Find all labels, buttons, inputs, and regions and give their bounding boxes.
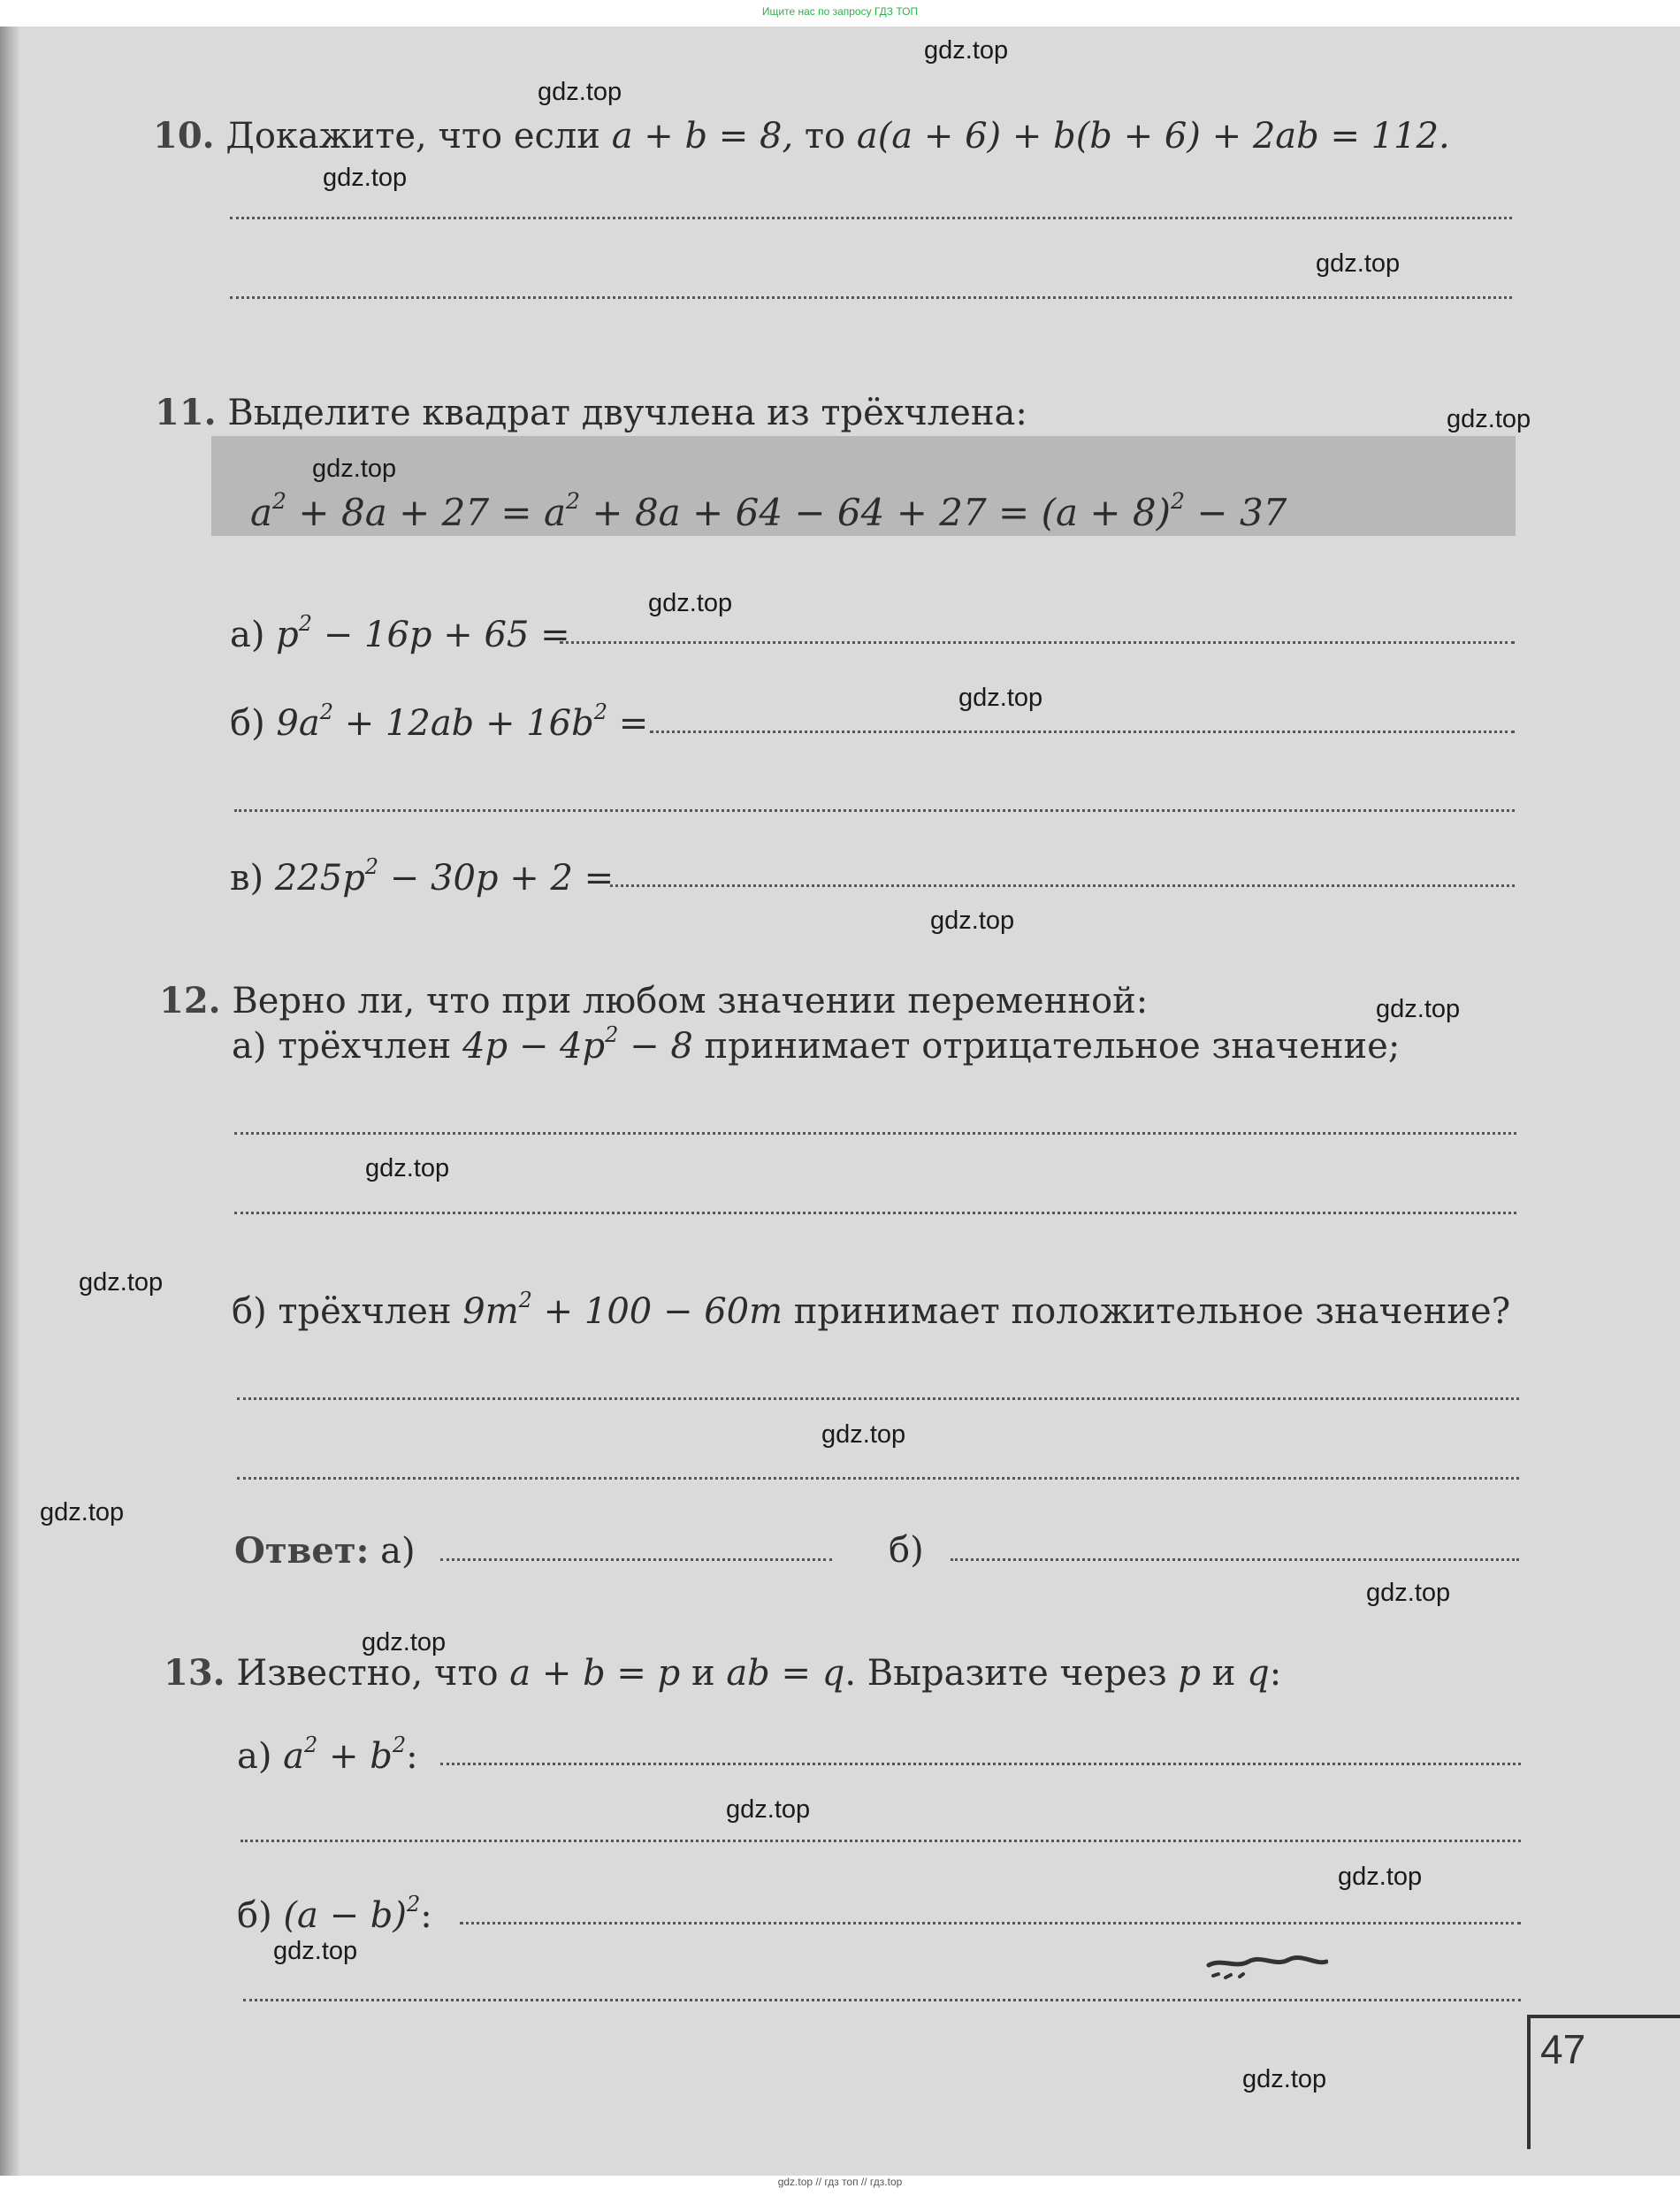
- task11-number: 11.: [155, 392, 217, 433]
- task12-item-a: а) трёхчлен $4p - 4p^2 - 8$ принимает отрицательное значение;: [232, 1022, 1401, 1067]
- task13-item-a: а) $a^2 + b^2$:: [237, 1733, 418, 1777]
- watermark: gdz.top: [323, 164, 408, 192]
- top-banner[interactable]: Ищите нас по запросу ГДЗ ТОП: [761, 5, 919, 18]
- watermark: gdz.top: [924, 36, 1009, 65]
- task11-item-a: а) $p^2 - 16p + 65$ =: [230, 611, 570, 655]
- watermark: gdz.top: [40, 1498, 125, 1526]
- answer-line[interactable]: [560, 641, 1515, 644]
- task12-text: Верно ли, что при любом значении переменной:: [232, 981, 1149, 1021]
- answer-line[interactable]: [234, 1132, 1516, 1135]
- answer-line[interactable]: [610, 884, 1515, 887]
- answer-line[interactable]: [243, 1999, 1521, 2001]
- item-label: б): [237, 1895, 272, 1936]
- answer-line[interactable]: [650, 731, 1515, 733]
- watermark: gdz.top: [1338, 1863, 1423, 1891]
- answer-b-label: б): [889, 1530, 924, 1571]
- task13-number: 13.: [164, 1652, 225, 1694]
- watermark: gdz.top: [821, 1420, 906, 1449]
- task11-statement: [155, 392, 1027, 433]
- item-label: в): [230, 858, 264, 899]
- task10-expression: a(a + 6) + b(b + 6) + 2ab = 112.: [856, 116, 1450, 157]
- answer-line[interactable]: [234, 809, 1515, 812]
- task11-item-c: в) $225p^2 - 30p + 2$ =: [230, 854, 615, 899]
- task11-text: Выделите квадрат двучлена из трёхчлена:: [227, 393, 1027, 433]
- answer-line[interactable]: [237, 1397, 1519, 1400]
- watermark: gdz.top: [365, 1154, 450, 1182]
- watermark: gdz.top: [930, 907, 1015, 935]
- watermark: gdz.top: [1376, 995, 1461, 1023]
- watermark: gdz.top: [79, 1268, 164, 1297]
- item-label: б): [232, 1291, 267, 1332]
- watermark: gdz.top: [538, 78, 622, 106]
- watermark: gdz.top: [1366, 1579, 1451, 1607]
- task10-then: то: [793, 116, 857, 157]
- answer-line[interactable]: [241, 1840, 1521, 1842]
- watermark: gdz.top: [1447, 405, 1531, 433]
- task11-item-b: б) $9a^2 + 12ab + 16b^2$ =: [230, 700, 649, 744]
- answer-line[interactable]: [230, 217, 1512, 219]
- bottom-banner[interactable]: gdz.top // гдз топ // гдз.top: [777, 2176, 903, 2188]
- answer-line[interactable]: [234, 1212, 1516, 1214]
- task13-item-b: б) $(a - b)^2$:: [237, 1892, 432, 1936]
- task10-text: Докажите, что если: [225, 116, 612, 157]
- answer-b-line[interactable]: [951, 1558, 1519, 1561]
- answer-line[interactable]: [237, 1477, 1519, 1480]
- watermark: gdz.top: [362, 1628, 447, 1657]
- answer-a-label: а): [380, 1531, 416, 1572]
- answer-line[interactable]: [440, 1763, 1521, 1765]
- task12-answer: [234, 1530, 416, 1572]
- task10-condition: a + b = 8,: [611, 116, 794, 157]
- task11-example: $a^2 + 8a + 27 = a^2 + 8a + 64 - 64 + 27 = (a + 8)^2 - 37$: [250, 488, 1287, 534]
- watermark: gdz.top: [1242, 2065, 1327, 2093]
- item-label: б): [230, 703, 265, 744]
- watermark: gdz.top: [1316, 249, 1401, 278]
- item-label: а): [232, 1026, 267, 1067]
- book-spine-shadow: [0, 27, 19, 2176]
- task12-item-b: б) трёхчлен $9m^2 + 100 - 60m$ принимает положительное значение?: [232, 1288, 1511, 1332]
- task10-statement: [153, 115, 1450, 157]
- task12-number: 12.: [159, 980, 221, 1021]
- task10-number: 10.: [153, 115, 215, 157]
- watermark: gdz.top: [726, 1795, 811, 1824]
- task13-statement: 13. Известно, что a + b = p и ab = q. Выразите через p и q:: [164, 1652, 1282, 1694]
- answer-a-line[interactable]: [440, 1558, 832, 1561]
- item-label: а): [230, 615, 265, 655]
- answer-line[interactable]: [460, 1922, 1521, 1924]
- task12-statement: [159, 980, 1148, 1021]
- answer-line[interactable]: [230, 296, 1512, 299]
- item-label: а): [237, 1736, 272, 1777]
- watermark: gdz.top: [312, 455, 397, 483]
- worksheet-page: [0, 27, 1680, 2176]
- ink-smudge: [1204, 1955, 1328, 1981]
- answer-label: Ответ:: [234, 1530, 370, 1572]
- watermark: gdz.top: [273, 1937, 358, 1965]
- watermark: gdz.top: [958, 684, 1043, 712]
- watermark: gdz.top: [648, 589, 733, 617]
- page-number: 47: [1540, 2026, 1586, 2072]
